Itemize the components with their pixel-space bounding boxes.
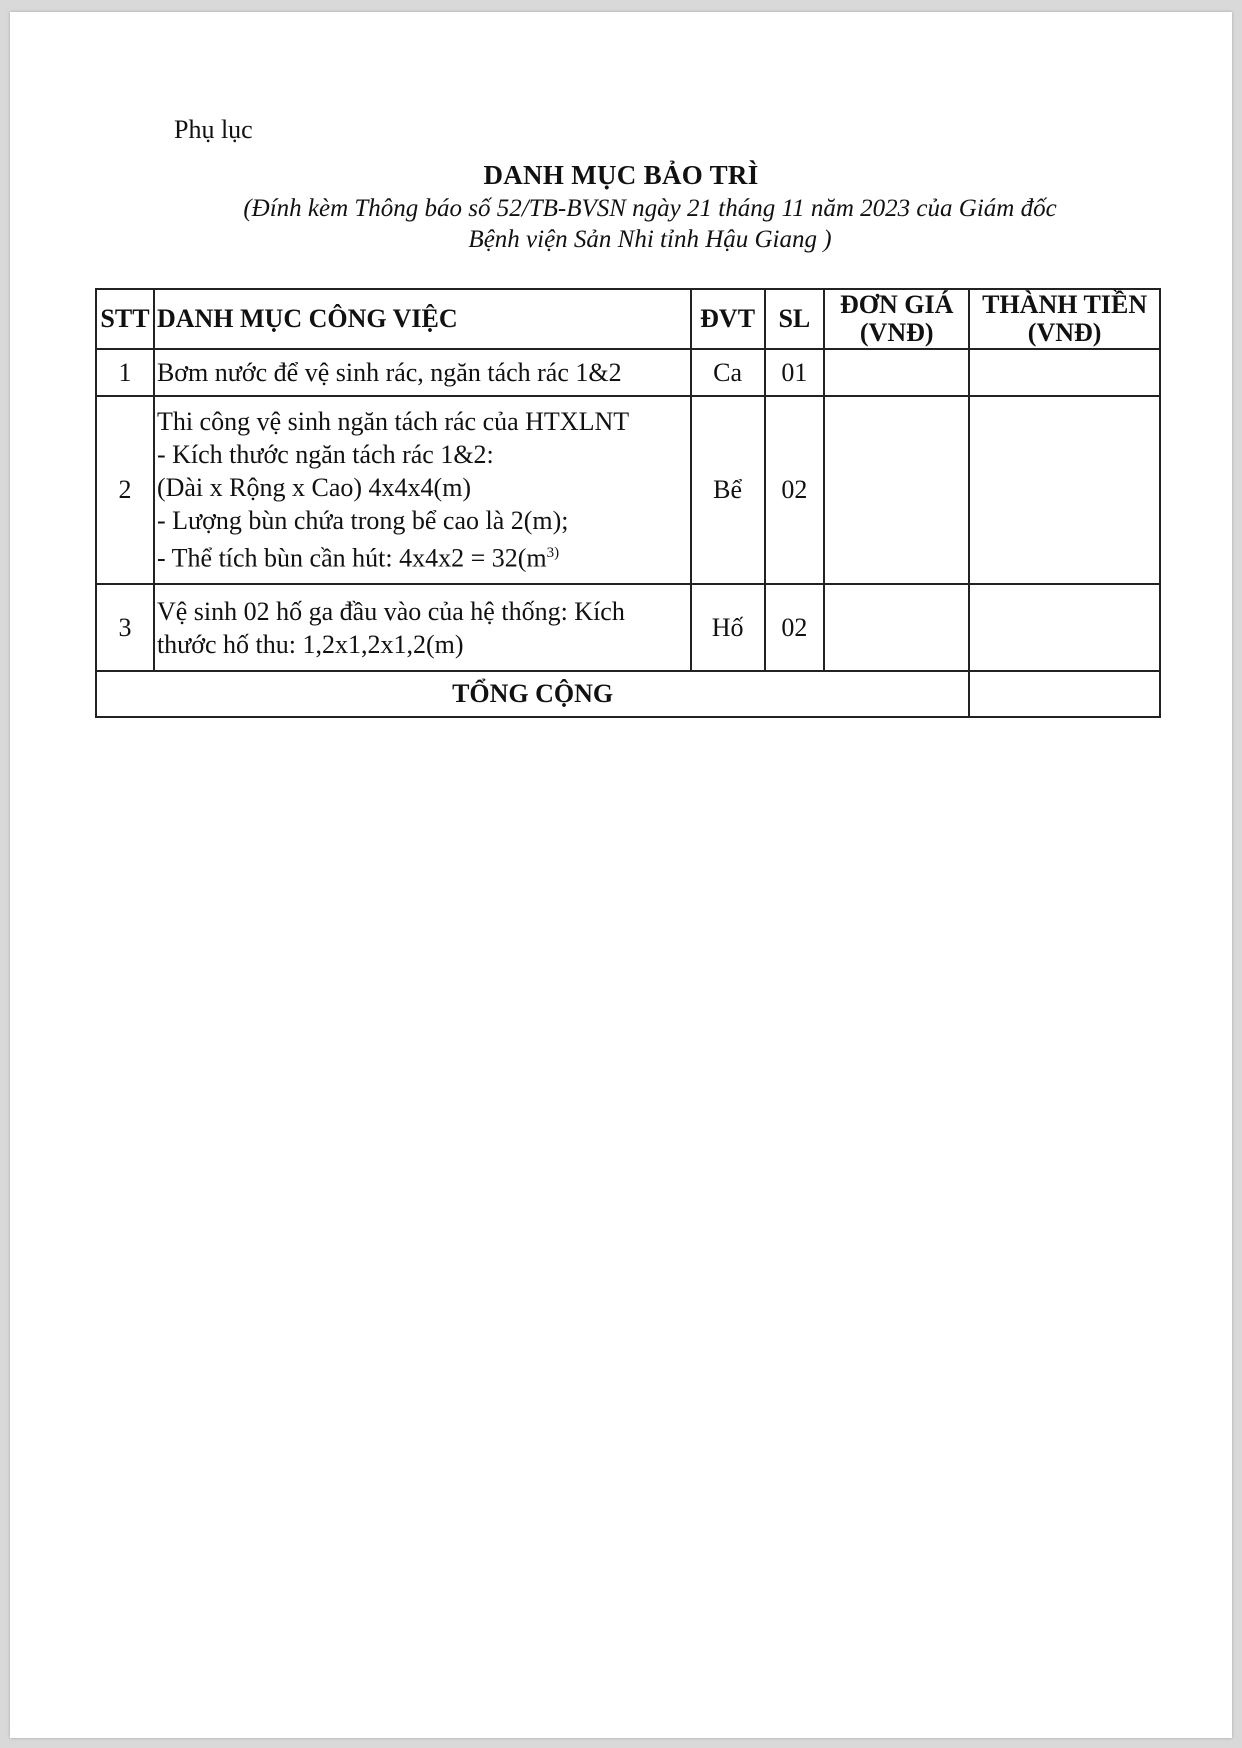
row-unit: Bể: [691, 396, 765, 584]
document-subtitle: [0, 193, 1242, 255]
maintenance-table: [95, 288, 1161, 718]
description-line: Bơm nước để vệ sinh rác, ngăn tách rác 1&2: [156, 358, 622, 387]
column-header-unit-price: [824, 289, 969, 349]
appendix-label: Phụ lục: [174, 115, 253, 144]
row-quantity: 01: [765, 349, 825, 396]
row-quantity: 02: [765, 396, 825, 584]
subtitle-line-1: (Đính kèm Thông báo số 52/TB-BVSN ngày 21 tháng 11 năm 2023 của Giám đốc: [243, 195, 1057, 222]
description-line: - Kích thước ngăn tách rác 1&2:: [156, 440, 494, 470]
row-quantity: 02: [765, 584, 825, 671]
subtitle-line-2: Bệnh viện Sản Nhi tỉnh Hậu Giang ): [468, 226, 832, 253]
column-header-stt: STT: [96, 289, 154, 349]
row-description: [154, 584, 691, 671]
row-amount: [969, 584, 1160, 671]
amount-currency: (VNĐ): [1027, 318, 1102, 347]
column-header-unit: ĐVT: [691, 289, 765, 349]
table-row: [96, 396, 1160, 584]
row-stt: 1: [96, 349, 154, 396]
document-title: DANH MỤC BẢO TRÌ: [483, 160, 759, 190]
description-line: (Dài x Rộng x Cao) 4x4x4(m): [156, 473, 472, 503]
unit-price-label: ĐƠN GIÁ: [840, 290, 954, 319]
row-description: [154, 396, 691, 584]
row-unit: Hố: [691, 584, 765, 671]
description-line: [157, 537, 688, 575]
row-unit: Ca: [691, 349, 765, 396]
total-amount: [969, 671, 1160, 717]
description-line: thước hố thu: 1,2x1,2x1,2(m): [156, 629, 464, 659]
row-unit-price: [824, 349, 969, 396]
description-line: Vệ sinh 02 hố ga đầu vào của hệ thống: Kích: [156, 596, 625, 626]
row-description: [154, 349, 691, 396]
document-page: [10, 12, 1232, 1738]
description-line: - Lượng bùn chứa trong bể cao là 2(m);: [156, 506, 569, 536]
row-amount: [969, 396, 1160, 584]
unit-price-currency: (VNĐ): [859, 318, 934, 347]
column-header-description: DANH MỤC CÔNG VIỆC: [154, 289, 691, 349]
amount-label: THÀNH TIỀN: [982, 290, 1148, 319]
total-row: [96, 671, 1160, 717]
table-row: [96, 584, 1160, 671]
column-header-quantity: SL: [765, 289, 825, 349]
volume-text: - Thể tích bùn cần hút: 4x4x2 = 32(m: [156, 543, 547, 573]
total-label: TỔNG CỘNG: [96, 671, 969, 717]
row-stt: 3: [96, 584, 154, 671]
table-row: [96, 349, 1160, 396]
row-amount: [969, 349, 1160, 396]
table-header-row: [96, 289, 1160, 349]
row-unit-price: [824, 584, 969, 671]
cubic-superscript: 3): [546, 545, 560, 562]
description-line: Thi công vệ sinh ngăn tách rác của HTXLNT: [156, 407, 630, 437]
column-header-amount: [969, 289, 1160, 349]
row-stt: 2: [96, 396, 154, 584]
row-unit-price: [824, 396, 969, 584]
